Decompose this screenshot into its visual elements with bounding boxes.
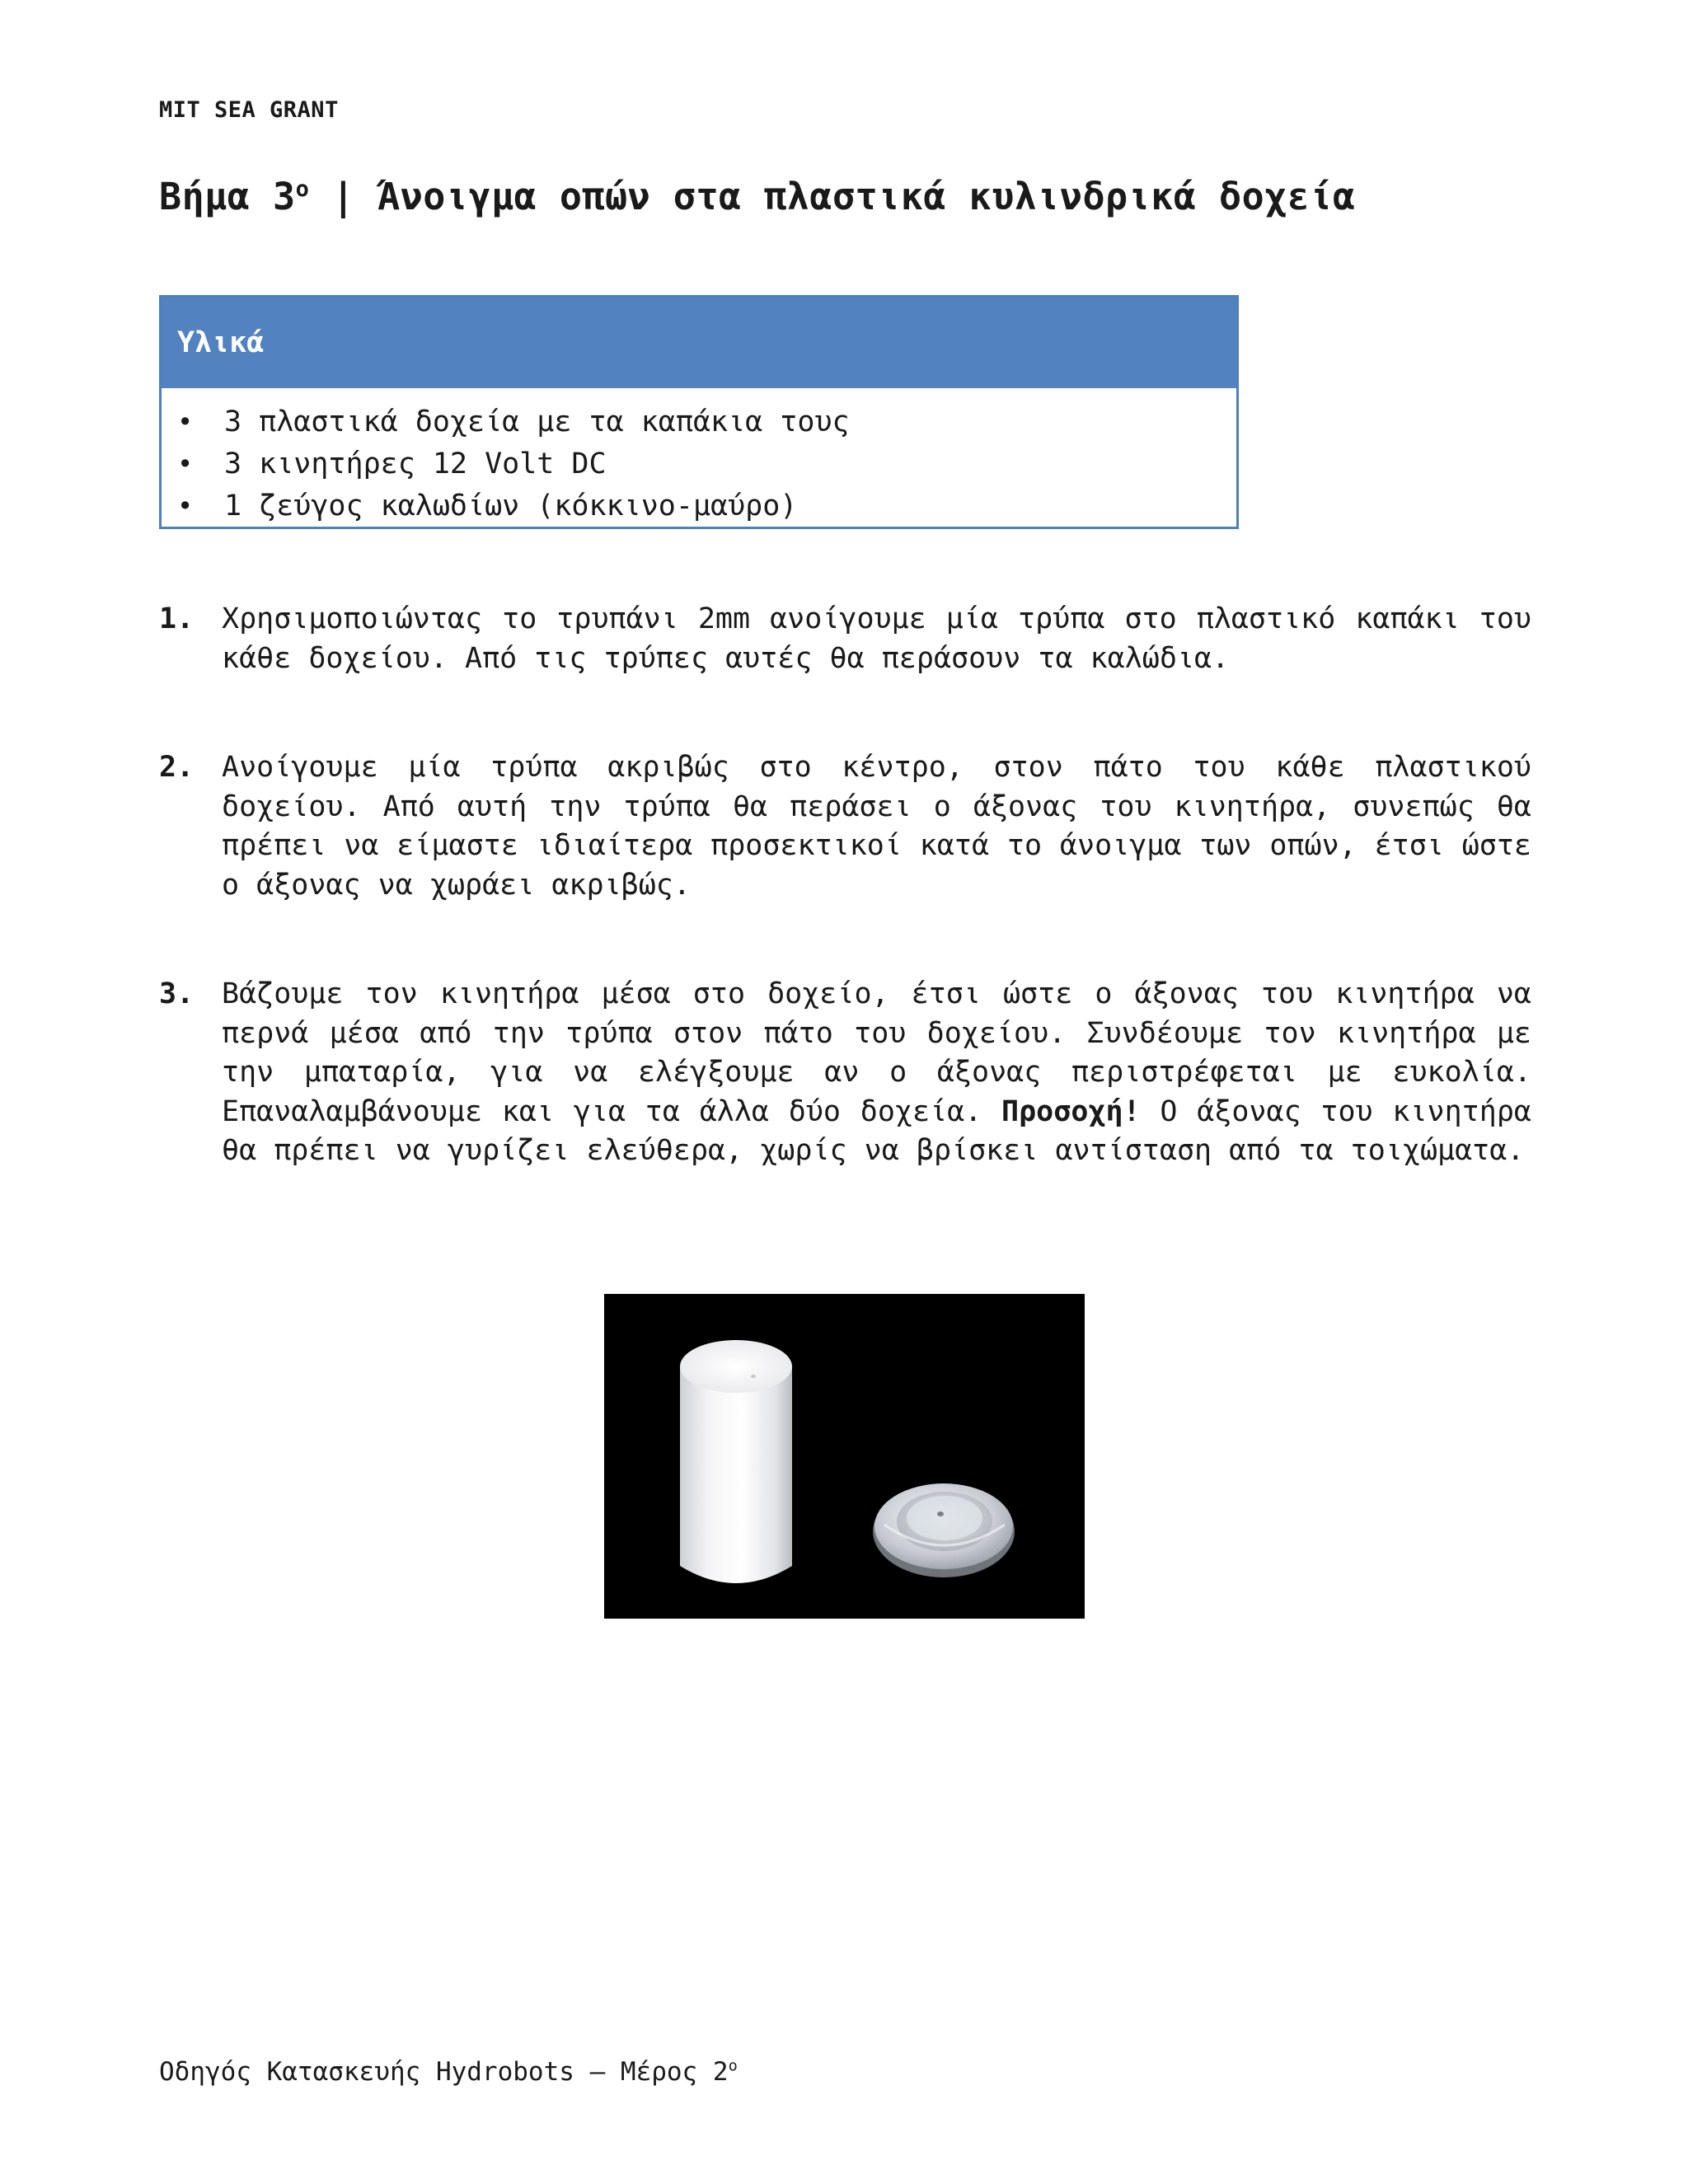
material-text: 3 κινητήρες 12 Volt DC xyxy=(224,448,607,480)
step-3 xyxy=(159,975,1531,1171)
steps-list xyxy=(159,600,1531,1171)
page-title xyxy=(159,175,1356,218)
warning-label: Προσοχή! xyxy=(1001,1094,1141,1128)
page-title-main: Βήμα 3 xyxy=(159,175,296,218)
step-number: 3. xyxy=(159,977,195,1010)
list-item xyxy=(177,443,1236,485)
materials-box xyxy=(159,295,1239,529)
page-title-rest: | Άνοιγμα οπών στα πλαστικά κυλινδρικά δοχεία xyxy=(309,175,1356,218)
footer-superscript: ο xyxy=(728,2057,738,2075)
step-1 xyxy=(159,600,1531,678)
step-text: Ανοίγουμε μία τρύπα ακριβώς στο κέντρο, στον πάτο του κάθε πλαστικού δοχείου. Από αυτή την τρύπα θα περάσει ο άξονας του κινητήρα, συνεπώς θα πρέπει να είμαστε ιδιαίτερα προσεκτικοί κατά το άνοιγμα των οπών, έτσι ώστε ο άξονας να χωράει ακριβώς. xyxy=(222,751,1531,902)
step-text xyxy=(222,975,1531,1171)
material-text: 3 πλαστικά δοχεία με τα καπάκια τους xyxy=(224,405,850,438)
material-text: 1 ζεύγος καλωδίων (κόκκινο-μαύρο) xyxy=(224,490,798,523)
materials-heading: Υλικά xyxy=(162,298,1236,388)
container-and-lid-image xyxy=(604,1294,1085,1619)
step-text-part: Βάζουμε τον κινητήρα μέσα στο δοχείο, έτσι ώστε ο άξονας του κινητήρα να περνά μέσα από την τρύπα στον πάτο του δοχείου. Συνδέουμε τον κινητήρα με την μπαταρία, για να ελέγξουμε αν ο άξονας περιστρέφεται με ευκολία. Επαναλαμβάνουμε και για τα άλλα δύο δοχεία. xyxy=(222,977,1531,1128)
step-number: 1. xyxy=(159,602,195,635)
step-2 xyxy=(159,748,1531,905)
bullet-icon: • xyxy=(177,448,194,480)
step-text: Χρησιμοποιώντας το τρυπάνι 2mm ανοίγουμε μία τρύπα στο πλαστικό καπάκι του κάθε δοχείου. Από τις τρύπες αυτές θα περάσουν τα καλώδια. xyxy=(222,602,1531,675)
document-header-org: MIT SEA GRANT xyxy=(159,97,339,123)
container-photo xyxy=(604,1294,1085,1619)
list-item xyxy=(177,401,1236,443)
footer-text: Οδηγός Κατασκευής Hydrobots – Μέρος 2 xyxy=(159,2057,729,2087)
page-title-superscript: ο xyxy=(295,176,310,202)
bullet-icon: • xyxy=(177,490,194,522)
document-footer xyxy=(159,2057,738,2087)
step-number: 2. xyxy=(159,751,195,784)
bullet-icon: • xyxy=(177,406,194,438)
materials-list xyxy=(162,388,1236,527)
list-item xyxy=(177,485,1236,527)
step-text-part: Ο άξονας του κινητήρα θα πρέπει να γυρίζει ελεύθερα, χωρίς να βρίσκει αντίσταση από τα τοιχώματα. xyxy=(222,1094,1531,1167)
